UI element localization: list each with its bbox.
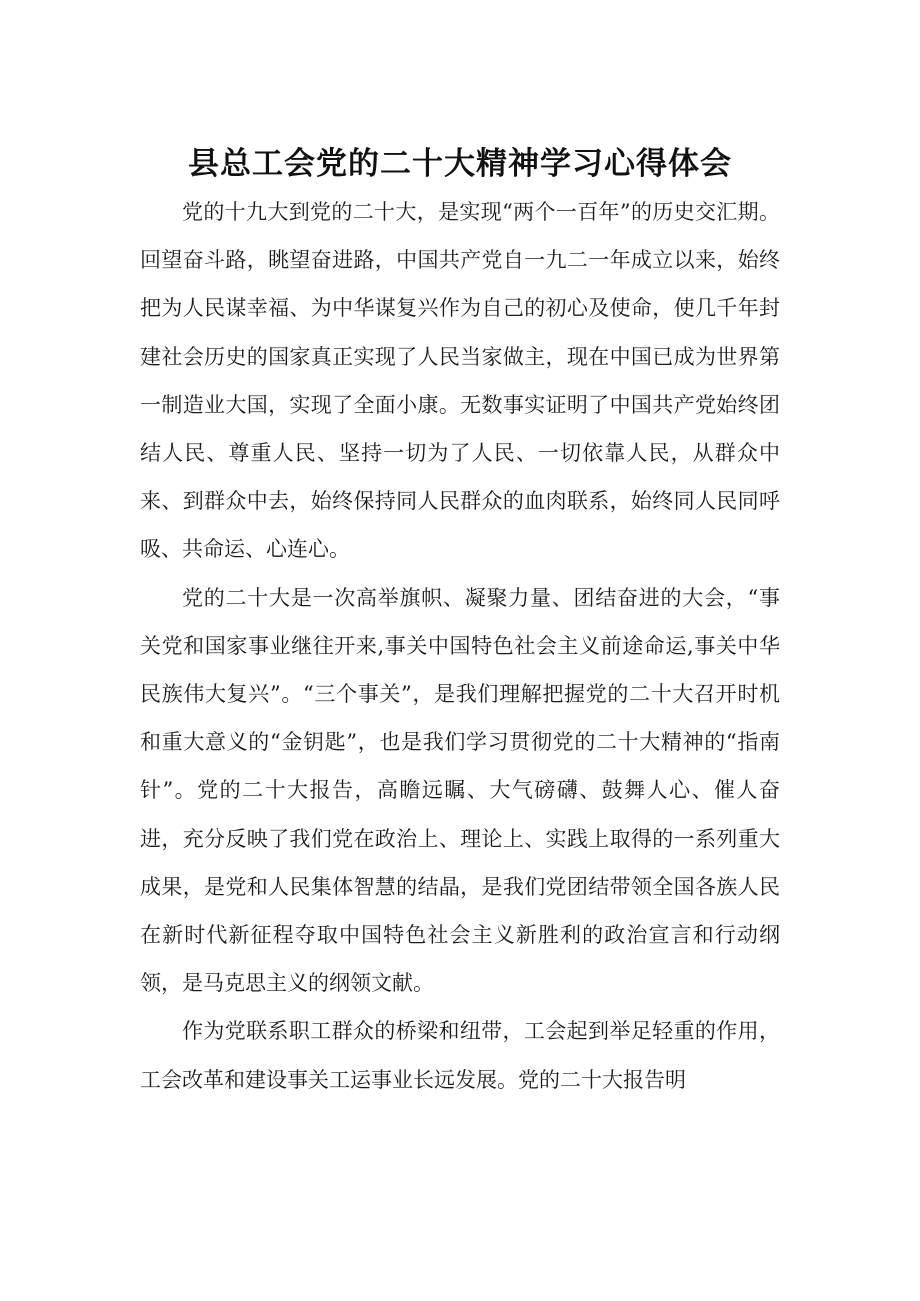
document-title: 县总工会党的二十大精神学习心得体会 (188, 146, 732, 182)
paragraph: 党的二十大是一次高举旗帜、凝聚力量、团结奋进的大会，“事关党和国家事业继往开来,事关中国特色社会主义前途命运,事关中华民族伟大复兴”。“三个事关”，是我们理解把握党的二十大召开时机和重大意义的“金钥匙”，也是我们学习贯彻党的二十大精神的“指南针”。党的二十大报告，高瞻远瞩、大气磅礴、鼓舞人心、催人奋进，充分反映了我们党在政治上、理论上、实践上取得的一系列重大成果，是党和人民集体智慧的结晶，是我们党团结带领全国各族人民在新时代新征程夺取中国特色社会主义新胜利的政治宣言和行动纲领，是马克思主义的纲领文献。 (140, 585, 780, 996)
paragraph: 党的十九大到党的二十大，是实现“两个一百年”的历史交汇期。回望奋斗路，眺望奋进路，中国共产党自一九二一年成立以来，始终把为人民谋幸福、为中华谋复兴作为自己的初心及使命，使几千年封建社会历史的国家真正实现了人民当家做主，现在中国已成为世界第一制造业大国，实现了全面小康。无数事实证明了中国共产党始终团结人民、尊重人民、坚持一切为了人民、一切依靠人民，从群众中来、到群众中去，始终保持同人民群众的血肉联系，始终同人民同呼吸、共命运、心连心。 (140, 200, 780, 562)
document-body (140, 188, 780, 1104)
paragraph: 作为党联系职工群众的桥梁和纽带，工会起到举足轻重的作用，工会改革和建设事关工运事业长远发展。党的二十大报告明 (140, 1019, 780, 1092)
page-bottom-margin (0, 1255, 920, 1301)
